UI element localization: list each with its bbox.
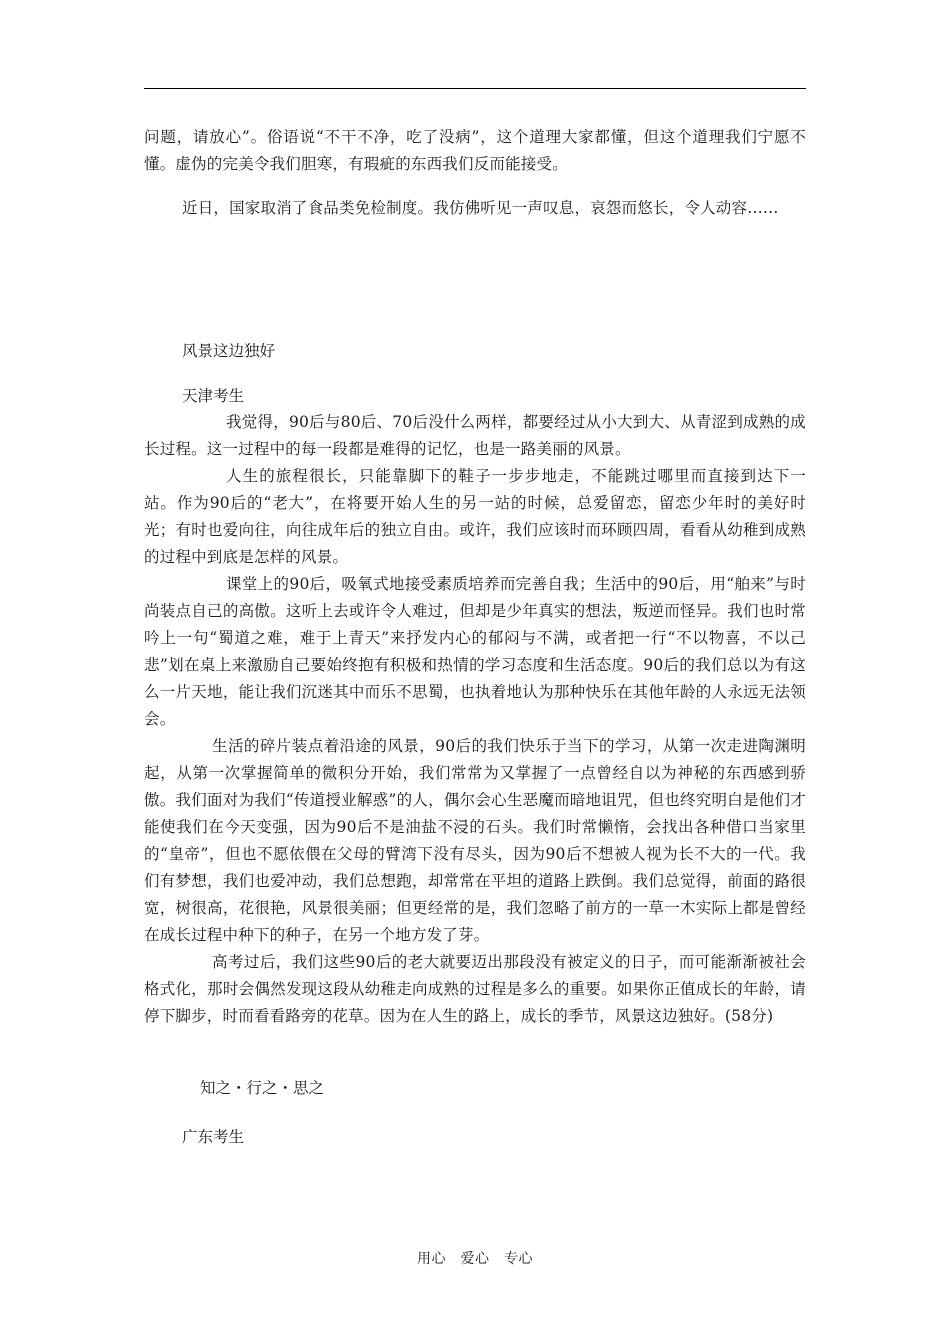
intro-text: 问题，请放心”。俗语说“不干不净，吃了没病”，这个道理大家都懂，但这个道理我们宁愿不懂。虚伪的完美令我们胆寒，有瑕疵的东西我们反而能接受。 xyxy=(144,128,806,173)
essay1-body xyxy=(144,409,806,1030)
page-footer: 用心 爱心 专心 xyxy=(417,1251,533,1267)
essay1-paragraph-5: 高考过后，我们这些90后的老大就要迈出那段没有被定义的日子，而可能渐渐被社会格式化，那时会偶然发现这段从幼稚走向成熟的过程是多么的重要。如果你正值成长的年龄，请停下脚步，时而看看路旁的花草。因为在人生的路上，成长的季节，风景这边独好。(58分) xyxy=(144,953,806,1025)
closing-text: 近日，国家取消了食品类免检制度。我仿佛听见一声叹息，哀怨而悠长，令人动容…… xyxy=(182,199,779,217)
essay1-paragraph-4: 生活的碎片装点着沿途的风景，90后的我们快乐于当下的学习，从第一次走进陶渊明起，从第一次掌握简单的微积分开始，我们常常为又掌握了一点曾经自以为神秘的东西感到骄傲。我们面对为我们“传道授业解惑”的人，偶尔会心生恶魔而暗地诅咒，但也终究明白是他们才能使我们在今天变强，因为90后不是油盐不浸的石头。我们时常懒惰，会找出各种借口当家里的“皇帝”，但也不愿依偎在父母的臂湾下没有尽头，因为90后不想被人视为长不大的一代。我们有梦想，我们也爱冲动，我们总想跑，却常常在平坦的道路上跌倒。我们总觉得，前面的路很宽，树很高，花很艳，风景很美丽；但更经常的是，我们忽略了前方的一草一木实际上都是曾经在成长过程中种下的种子，在另一个地方发了芽。 xyxy=(144,737,806,944)
essay1-author: 天津考生 xyxy=(182,387,245,405)
essay2-title: 知之・行之・思之 xyxy=(200,1079,325,1097)
header-rule xyxy=(144,88,806,89)
essay1-paragraph-2: 人生的旅程很长，只能靠脚下的鞋子一步步地走，不能跳过哪里而直接到达下一站。作为90后的“老大”，在将要开始人生的另一站的时候，总爱留恋，留恋少年时的美好时光；有时也爱向往，向往成年后的独立自由。或许，我们应该时而环顾四周，看看从幼稚到成熟的过程中到底是怎样的风景。 xyxy=(144,467,806,566)
essay1-title: 风景这边独好 xyxy=(182,342,276,360)
essay1-paragraph-3: 课堂上的90后，吸氧式地接受素质培养而完善自我；生活中的90后，用“舶来”与时尚装点自己的高傲。这听上去或许令人难过，但却是少年真实的想法，叛逆而怪异。我们也时常吟上一句“蜀道之难，难于上青天”来抒发内心的郁闷与不满，或者把一行“不以物喜，不以己悲”划在桌上来激励自己要始终抱有积极和热情的学习态度和生活态度。90后的我们总以为有这么一片天地，能让我们沉迷其中而乐不思蜀，也执着地认为那种快乐在其他年龄的人永远无法领会。 xyxy=(144,575,806,728)
closing-line xyxy=(182,195,822,222)
intro-paragraph xyxy=(144,124,806,178)
essay1-paragraph-1: 我觉得，90后与80后、70后没什么两样，都要经过从小大到大、从青涩到成熟的成长过程。这一过程中的每一段都是难得的记忆，也是一路美丽的风景。 xyxy=(144,413,806,458)
essay2-author: 广东考生 xyxy=(182,1128,245,1146)
